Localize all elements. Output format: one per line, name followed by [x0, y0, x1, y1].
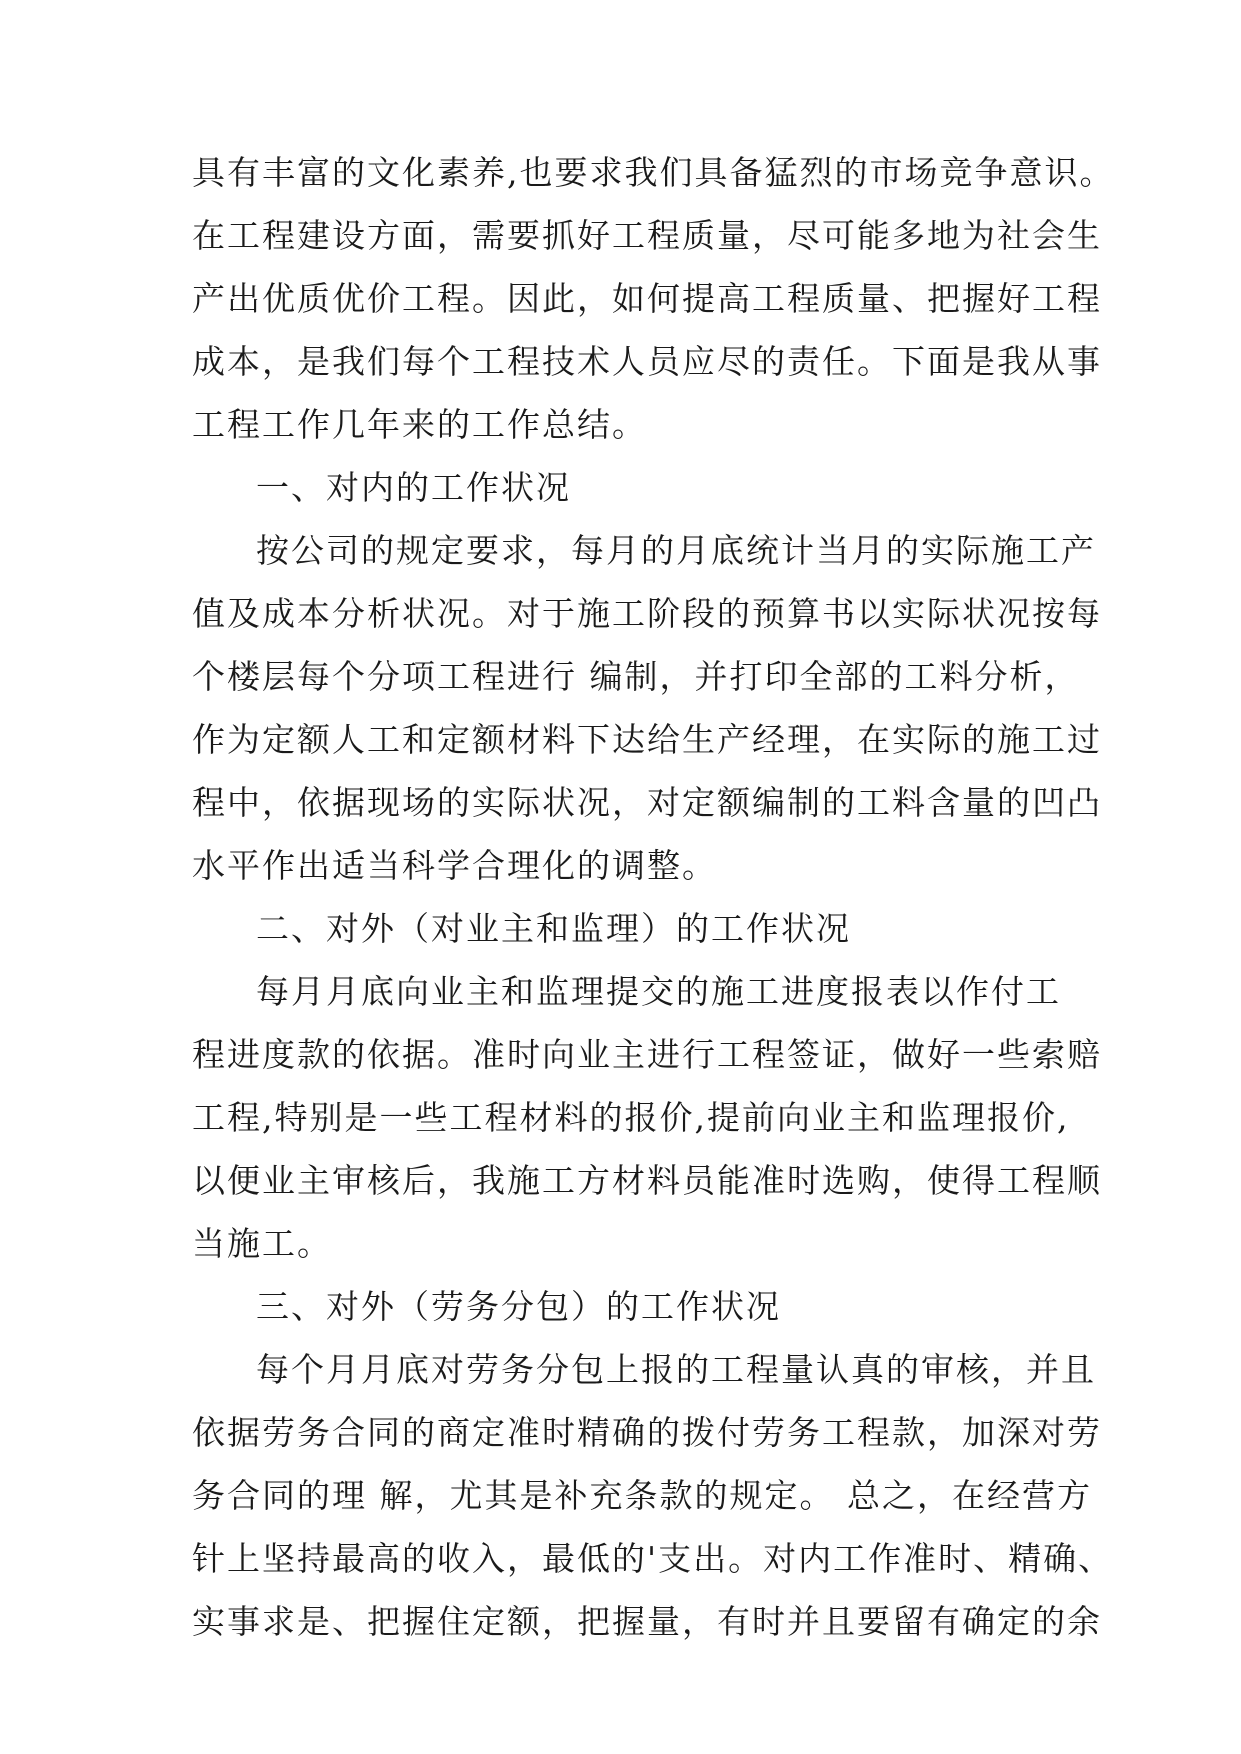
text-line: 产出优质优价工程。因此，如何提高工程质量、把握好工程 [192, 279, 1102, 318]
section-heading: 三、对外（劳务分包）的工作状况 [256, 1287, 781, 1326]
text-line: 个楼层每个分项工程进行 编制，并打印全部的工料分析， [192, 657, 1080, 696]
text-line: 具有丰富的文化素养,也要求我们具备猛烈的市场竞争意识。 [192, 153, 1115, 192]
text-line: 水平作出适当科学合理化的调整。 [192, 846, 717, 885]
text-line: 依据劳务合同的商定准时精确的拨付劳务工程款，加深对劳 [192, 1413, 1102, 1452]
text-line: 针上坚持最高的收入，最低的'支出。对内工作准时、精确、 [192, 1539, 1114, 1578]
text-line: 以便业主审核后，我施工方材料员能准时选购，使得工程顺 [192, 1161, 1102, 1200]
text-line: 实事求是、把握住定额，把握量，有时并且要留有确定的余 [192, 1602, 1102, 1641]
text-line: 务合同的理 解，尤其是补充条款的规定。 总之，在经营方 [192, 1476, 1092, 1515]
section-heading: 二、对外（对业主和监理）的工作状况 [256, 909, 851, 948]
section-heading: 一、对内的工作状况 [256, 468, 571, 507]
text-line: 工程工作几年来的工作总结。 [192, 405, 647, 444]
paragraph-first-line: 按公司的规定要求，每月的月底统计当月的实际施工产 [256, 531, 1096, 570]
paragraph-first-line: 每个月月底对劳务分包上报的工程量认真的审核，并且 [256, 1350, 1096, 1389]
text-line: 程中，依据现场的实际状况，对定额编制的工料含量的凹凸 [192, 783, 1102, 822]
text-line: 作为定额人工和定额材料下达给生产经理，在实际的施工过 [192, 720, 1102, 759]
text-line: 在工程建设方面，需要抓好工程质量，尽可能多地为社会生 [192, 216, 1102, 255]
paragraph-first-line: 每月月底向业主和监理提交的施工进度报表以作付工 [256, 972, 1061, 1011]
text-line: 工程,特别是一些工程材料的报价,提前向业主和监理报价, [192, 1098, 1070, 1137]
text-line: 程进度款的依据。准时向业主进行工程签证，做好一些索赔 [192, 1035, 1102, 1074]
text-line: 值及成本分析状况。对于施工阶段的预算书以实际状况按每 [192, 594, 1102, 633]
text-line: 当施工。 [192, 1224, 332, 1263]
text-line: 成本，是我们每个工程技术人员应尽的责任。下面是我从事 [192, 342, 1102, 381]
